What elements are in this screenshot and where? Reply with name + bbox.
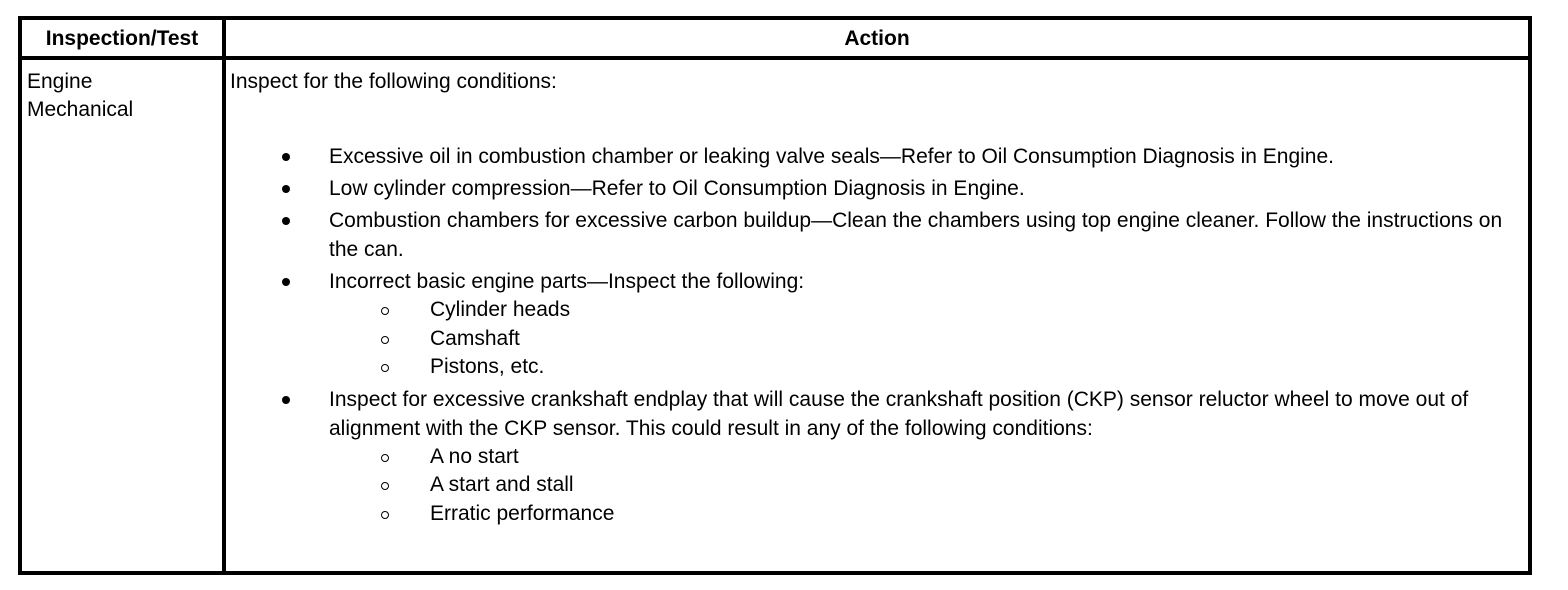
condition-item [230, 142, 1524, 171]
circle-bullet-icon [381, 336, 389, 344]
sub-condition-list [329, 443, 1524, 529]
condition-item [230, 385, 1524, 529]
sub-condition-item [329, 471, 1524, 500]
sub-condition-text: Erratic performance [430, 501, 615, 525]
circle-bullet-icon [381, 482, 389, 490]
bullet-icon [282, 396, 290, 404]
circle-bullet-icon [381, 511, 389, 519]
sub-condition-text: Cylinder heads [430, 298, 571, 321]
action-intro: Inspect for the following conditions: [230, 70, 557, 93]
header-divider [22, 56, 1528, 60]
sub-condition-item [329, 500, 1524, 529]
bullet-icon [282, 278, 290, 286]
inspection-line: Engine [27, 70, 93, 93]
circle-bullet-icon [381, 454, 389, 462]
circle-bullet-icon [381, 364, 389, 372]
sub-condition-text: A no start [430, 444, 519, 468]
bullet-icon [282, 153, 290, 161]
action-cell [230, 68, 1524, 525]
condition-item [230, 206, 1524, 264]
condition-item [230, 267, 1524, 382]
diagnostic-table [18, 16, 1532, 575]
sub-condition-item [329, 296, 1524, 325]
header-action: Action [844, 27, 910, 50]
sub-condition-item [329, 353, 1524, 382]
condition-list [230, 142, 1524, 531]
condition-text: Excessive oil in combustion chamber or leaking valve seals—Refer to Oil Consumption Diagnosis in Engine. [329, 145, 1334, 168]
circle-bullet-icon [381, 307, 389, 315]
condition-text: Inspect for excessive crankshaft endplay that will cause the crankshaft position (CKP) sensor reluctor wheel to move out of alignment with the CKP sensor. This could result in any of the following conditions: [329, 387, 1469, 440]
sub-condition-item [329, 443, 1524, 472]
condition-text: Incorrect basic engine parts—Inspect the following: [329, 270, 805, 293]
sub-condition-text: Pistons, etc. [430, 355, 545, 378]
condition-text: Low cylinder compression—Refer to Oil Consumption Diagnosis in Engine. [329, 177, 1025, 200]
sub-condition-list [329, 296, 1524, 382]
header-inspection-test: Inspection/Test [45, 27, 199, 50]
sub-condition-text: A start and stall [430, 473, 574, 496]
inspection-line: Mechanical [27, 98, 134, 121]
condition-text: Combustion chambers for excessive carbon buildup—Clean the chambers using top engine cleaner. Follow the instructions on the can. [329, 209, 1503, 261]
column-divider [222, 20, 226, 571]
bullet-icon [282, 217, 290, 225]
sub-condition-text: Camshaft [430, 326, 520, 350]
sub-condition-item [329, 325, 1524, 354]
bullet-icon [282, 185, 290, 193]
inspection-cell [27, 68, 217, 124]
condition-item [230, 174, 1524, 203]
